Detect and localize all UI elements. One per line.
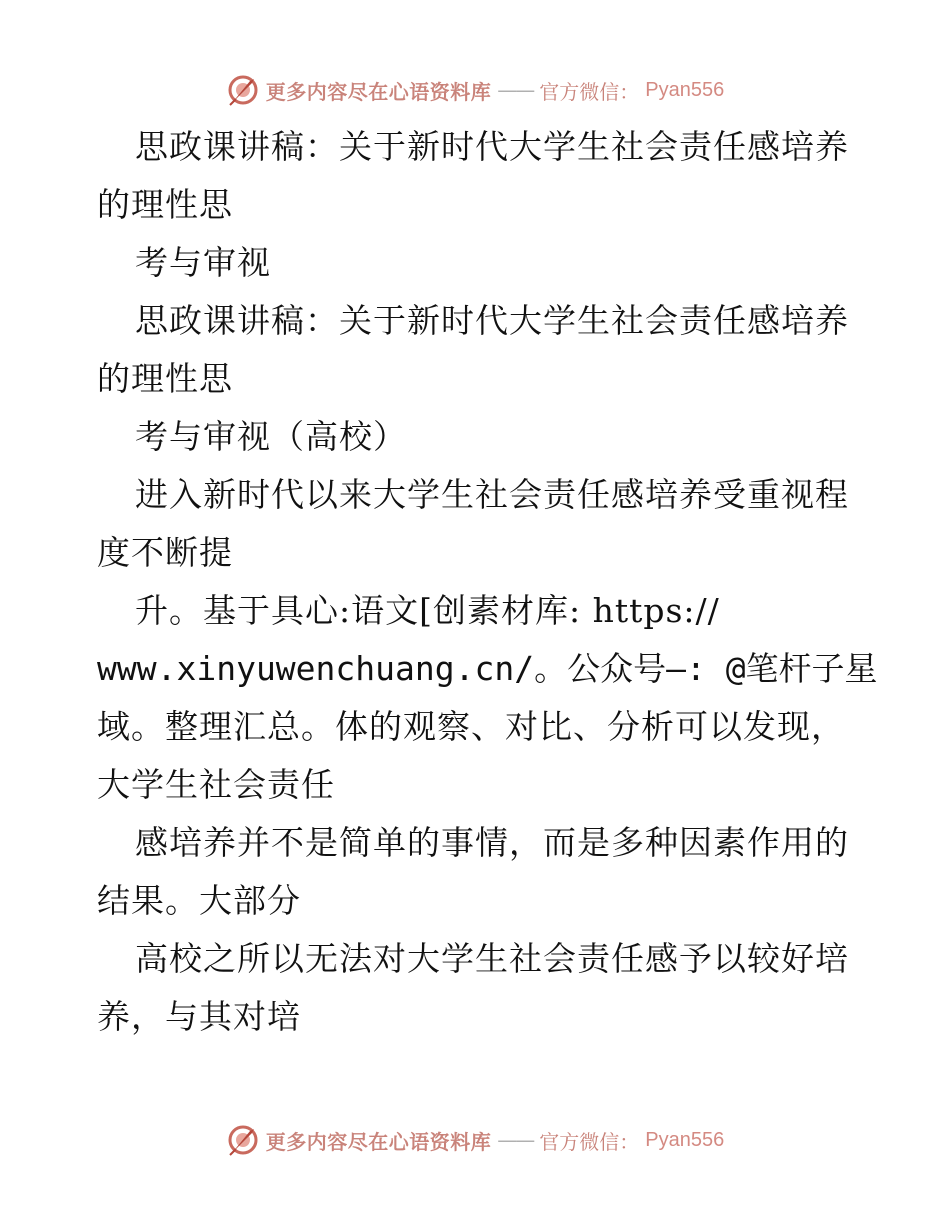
- text-line: 思政课讲稿：关于新时代大学生社会责任感培养: [135, 301, 849, 340]
- text-line: 思政课讲稿：关于新时代大学生社会责任感培养: [135, 127, 849, 166]
- banner-wechat-id: Pyan556: [645, 1128, 725, 1151]
- banner-main-text: 更多内容尽在心语资料库: [265, 1129, 492, 1154]
- header-banner: [0, 72, 950, 108]
- text-line: 考与审视（高校）: [135, 417, 407, 456]
- text-line: www.xinyuwenchuang.cn/。公众号—: @笔杆子星: [97, 649, 878, 688]
- banner-wechat-id: Pyan556: [645, 78, 725, 101]
- text-line: 的理性思: [97, 185, 233, 224]
- banner-dash: ——: [497, 1128, 534, 1152]
- text-line: 感培养并不是简单的事情，而是多种因素作用的: [135, 823, 849, 862]
- text-line: 的理性思: [97, 359, 233, 398]
- text-line: 结果。大部分: [97, 881, 301, 920]
- text-line: 升。基于具心:语文[创素材库: https://: [135, 591, 720, 630]
- footer-banner: [0, 1122, 950, 1158]
- text-line: 养，与其对培: [97, 997, 301, 1036]
- document-body: [97, 118, 877, 1046]
- banner-wechat-label: 官方微信：: [539, 1129, 640, 1154]
- banner-wechat-label: 官方微信：: [539, 79, 640, 104]
- quill-logo-icon: [226, 1123, 260, 1157]
- banner-main-text: 更多内容尽在心语资料库: [265, 79, 492, 104]
- text-line: 高校之所以无法对大学生社会责任感予以较好培: [135, 939, 849, 978]
- text-line: 度不断提: [97, 533, 233, 572]
- text-line: 考与审视: [135, 243, 271, 282]
- text-line: 域。整理汇总。体的观察、对比、分析可以发现，: [97, 707, 845, 746]
- text-line: 大学生社会责任: [97, 765, 335, 804]
- quill-logo-icon: [226, 73, 260, 107]
- text-line: 进入新时代以来大学生社会责任感培养受重视程: [135, 475, 849, 514]
- banner-dash: ——: [497, 78, 534, 102]
